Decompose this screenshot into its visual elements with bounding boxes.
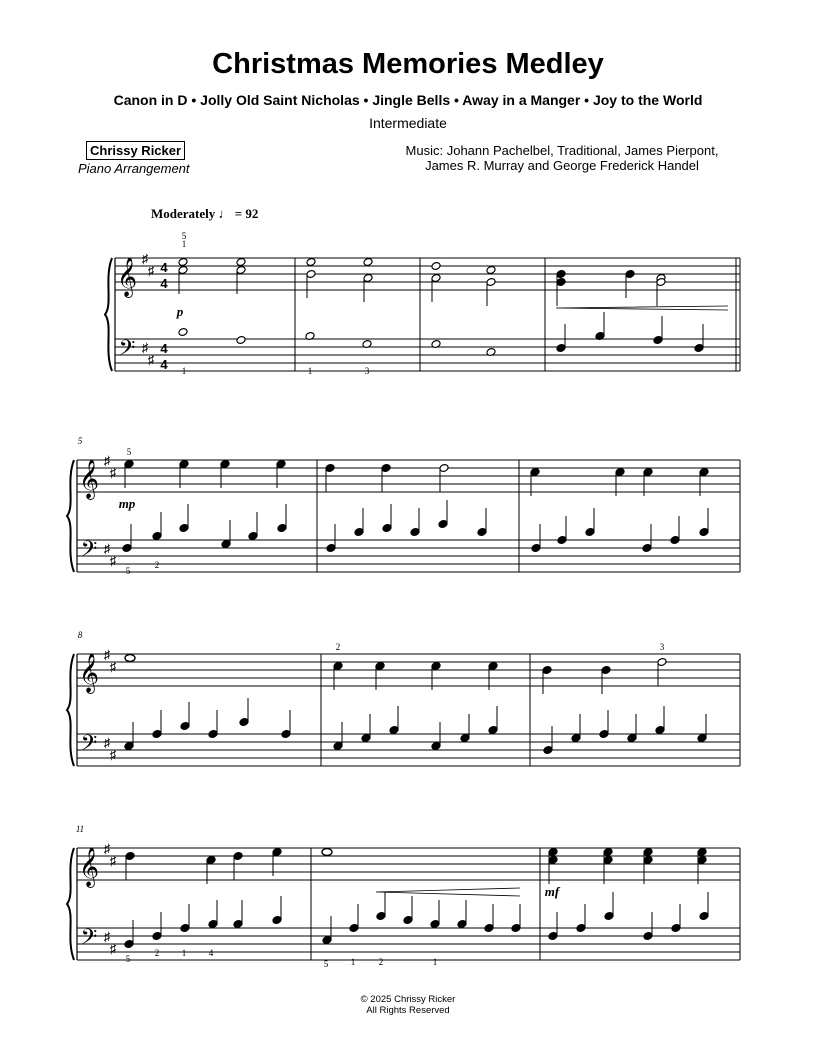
fingering-number: 5 [181, 231, 187, 241]
rights-text: All Rights Reserved [366, 1005, 450, 1016]
score-systems [67, 231, 740, 969]
brace-icon [67, 460, 74, 572]
sharp-icon: ♯ [109, 553, 117, 568]
composer-line-1: Music: Johann Pachelbel, Traditional, James Pierpont, [405, 143, 719, 158]
copyright-text: © 2025 Chrissy Ricker [360, 994, 456, 1005]
measure-number: 5 [77, 436, 83, 446]
whole-note [322, 849, 332, 856]
sharp-icon: ♯ [103, 647, 111, 662]
fingering-number: 1 [181, 366, 187, 376]
sharp-icon: ♯ [109, 853, 117, 868]
difficulty-level: Intermediate [369, 115, 447, 131]
dynamic-marking: mp [118, 496, 136, 511]
fingering-number: 2 [335, 642, 341, 652]
note-head [306, 258, 316, 267]
decrescendo-hairpin [556, 306, 728, 310]
measure-number: 8 [77, 630, 83, 640]
sharp-icon: ♯ [103, 735, 111, 750]
sharp-icon: ♯ [103, 541, 111, 556]
treble-clef-icon: 𝄞 [116, 258, 138, 296]
sharp-icon: ♯ [141, 251, 149, 266]
fingering-number: 2 [378, 957, 384, 967]
fingering-number: 2 [154, 948, 160, 958]
sharp-icon: ♯ [109, 465, 117, 480]
bass-clef-icon: 𝄢 [80, 536, 98, 566]
dynamic-marking: mf [544, 884, 560, 899]
note-head [486, 266, 496, 275]
brace-icon [67, 654, 74, 766]
bass-clef-icon: 𝄢 [80, 924, 98, 954]
medley-subtitle: Canon in D • Jolly Old Saint Nicholas • Jingle Bells • Away in a Manger • Joy to the World [113, 92, 703, 108]
whole-note [125, 655, 135, 662]
sharp-icon: ♯ [141, 340, 149, 355]
sharp-icon: ♯ [103, 841, 111, 856]
time-signature: 4 [160, 276, 168, 291]
treble-clef-icon: 𝄞 [78, 460, 100, 498]
arranger-name: Chrissy Ricker [86, 141, 185, 160]
note-head [236, 258, 246, 267]
sharp-icon: ♯ [109, 941, 117, 956]
fingering-number: 1 [432, 957, 438, 967]
bass-clef-icon: 𝄢 [80, 730, 98, 760]
fingering-number: 5 [126, 447, 132, 457]
time-signature: 4 [160, 357, 168, 372]
time-signature: 4 [160, 341, 168, 356]
composer-line-2: James R. Murray and George Frederick Handel [425, 158, 699, 173]
system-1 [105, 231, 740, 376]
sharp-icon: ♯ [109, 659, 117, 674]
sharp-icon: ♯ [147, 263, 155, 278]
note-head [178, 328, 188, 337]
arrangement-type: Piano Arrangement [78, 161, 190, 176]
crescendo-hairpin [376, 888, 520, 896]
sharp-icon: ♯ [103, 929, 111, 944]
tempo-text: Moderately [151, 206, 216, 221]
fingering-number: 1 [181, 239, 187, 249]
fingering-number: 4 [208, 948, 214, 958]
time-signature: 4 [160, 260, 168, 275]
fingering-number: 5 [125, 566, 131, 576]
bass-clef-icon: 𝄢 [118, 335, 136, 365]
treble-clef-icon: 𝄞 [78, 654, 100, 692]
fingering-number: 5 [125, 954, 131, 964]
fingering-number: 2 [154, 560, 160, 570]
note-head [363, 258, 373, 267]
dynamic-marking: p [176, 304, 184, 319]
fingering-number: 1 [181, 948, 187, 958]
fingering-number: 3 [364, 366, 370, 376]
measure-number: 11 [75, 824, 85, 834]
fingering-number: 1 [307, 366, 313, 376]
fingering-number: 5 [323, 959, 329, 969]
system-2 [67, 436, 740, 576]
fingering-number: 1 [350, 957, 356, 967]
treble-clef-icon: 𝄞 [78, 848, 100, 886]
tempo-value: = 92 [234, 206, 259, 221]
note-head [431, 262, 441, 271]
song-title: Christmas Memories Medley [212, 48, 604, 80]
sharp-icon: ♯ [103, 453, 111, 468]
sharp-icon: ♯ [147, 352, 155, 367]
fingering-number: 3 [659, 642, 665, 652]
note-head [178, 258, 188, 267]
sharp-icon: ♯ [109, 747, 117, 762]
brace-icon [67, 848, 74, 960]
footer [0, 994, 816, 1016]
note-head [236, 336, 246, 345]
brace-icon [105, 258, 112, 371]
system-4 [67, 824, 740, 969]
system-3 [67, 630, 740, 766]
quarter-note-icon: ♩ [218, 206, 232, 221]
